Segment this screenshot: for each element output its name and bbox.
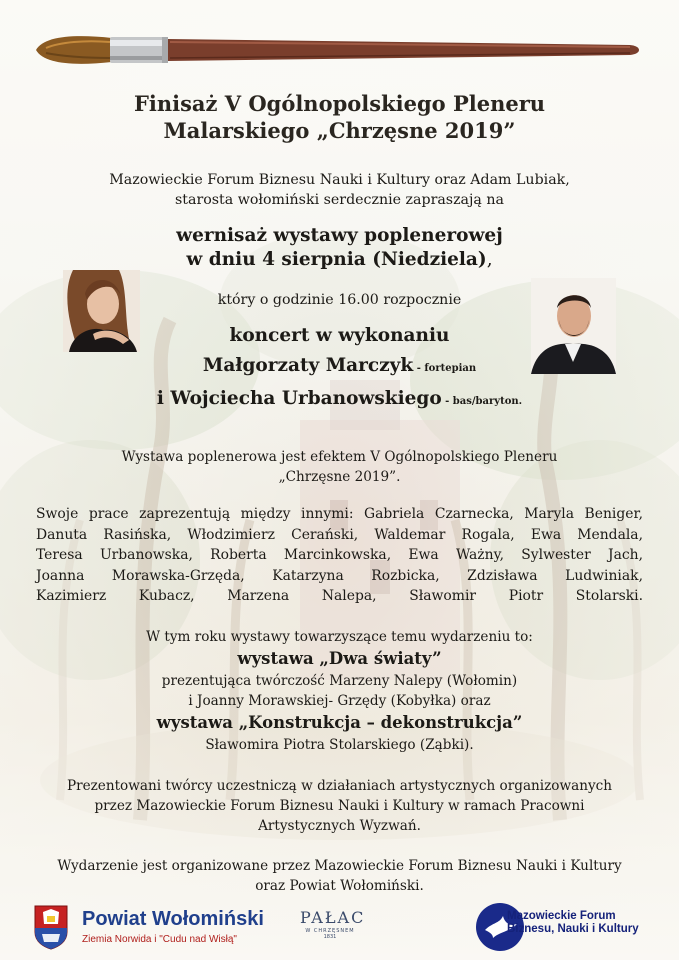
- artists-line-4: Joanna Morawska-Grzęda, Katarzyna Rozbicka, Zdzisława Ludwiniak,: [36, 567, 643, 584]
- organizer-line-1: Wydarzenie jest organizowane przez Mazowieckie Forum Biznesu Nauki i Kultury: [57, 858, 622, 874]
- artists-line-5: Kazimierz Kubacz, Marzena Nalepa, Sławomir Piotr Stolarski.: [36, 588, 643, 604]
- exhibit-1-desc-1: prezentująca twórczość Marzeny Nalepy (Wołomin): [161, 673, 518, 689]
- palac-chrzesne-logo: [300, 908, 366, 948]
- organizer-text: [0, 856, 679, 896]
- powiat-name: Powiat Wołomiński: [82, 908, 264, 930]
- exhibit-2-desc: Sławomira Piotra Stolarskiego (Ząbki).: [205, 737, 474, 753]
- participation-line-1: Prezentowani twórcy uczestniczą w działaniach artystycznych organizowanych: [66, 778, 613, 794]
- performer-1-role: - fortepian: [413, 363, 477, 374]
- intro-text: [0, 170, 679, 210]
- paintbrush-illustration: [30, 28, 650, 72]
- artists-line-3: Teresa Urbanowska, Roberta Marcinkowska, Ewa Ważny, Sylwester Jach,: [36, 547, 643, 563]
- event-title: [0, 90, 679, 144]
- vernissage-line-1: wernisaż wystawy poplenerowej: [176, 225, 503, 246]
- palac-year: 1831: [323, 934, 337, 940]
- participation-line-3: Artystycznych Wyzwań.: [258, 818, 421, 834]
- artists-list: [36, 504, 643, 607]
- exhibit-2-title: wystawa „Konstrukcja – dekonstrukcja”: [156, 713, 523, 732]
- vernissage-heading: [0, 224, 679, 272]
- performer-2-line: [0, 384, 679, 417]
- exhibition-note-line-2: „Chrzęsne 2019”.: [278, 469, 401, 485]
- accompanying-exhibitions: [0, 627, 679, 755]
- intro-line-1: Mazowieckie Forum Biznesu Nauki i Kultury oraz Adam Lubiak,: [109, 172, 570, 188]
- concert-intro: który o godzinie 16.00 rozpocznie: [217, 292, 462, 308]
- title-line-2: Malarskiego „Chrzęsne 2019”: [163, 118, 516, 143]
- artists-line-1: Swoje prace zaprezentują między innymi: Gabriela Czarnecka, Maryla Beniger,: [36, 506, 643, 522]
- concert-block: [0, 321, 679, 417]
- organizer-line-2: oraz Powiat Wołomiński.: [255, 878, 424, 894]
- performer-1-line: [0, 351, 679, 384]
- exhibit-1-desc-2: i Joanny Morawskiej- Grzędy (Kobyłka) oraz: [188, 693, 491, 709]
- vernissage-line-2: [0, 248, 679, 272]
- vernissage-date: w dniu 4 sierpnia (Niedziela): [186, 249, 487, 270]
- artists-line-2: Danuta Rasińska, Włodzimierz Cerański, Waldemar Rogala, Ewa Mendala,: [36, 526, 643, 543]
- concert-heading: koncert w wykonaniu: [229, 325, 450, 346]
- powiat-wolominski-logo: [34, 902, 294, 954]
- exhibit-1-title: wystawa „Dwa światy”: [237, 649, 442, 668]
- title-line-1: Finisaż V Ogólnopolskiego Pleneru: [133, 91, 546, 116]
- performer-2-role: - bas/baryton.: [441, 396, 523, 407]
- powiat-tagline: Ziemia Norwida i "Cudu nad Wisłą": [82, 934, 237, 945]
- participation-line-2: przez Mazowieckie Forum Biznesu Nauki i Kultury w ramach Pracowni: [94, 798, 585, 814]
- palac-subtitle: W CHRZĘSNEM: [305, 928, 355, 934]
- mfb-name: [507, 910, 639, 936]
- mazowieckie-forum-logo: [475, 900, 639, 956]
- mfb-name-line-1: Mazowieckie Forum: [507, 910, 616, 922]
- palac-name: PAŁAC: [300, 908, 366, 927]
- performer-2-name: i Wojciecha Urbanowskiego: [156, 388, 442, 409]
- vernissage-comma: ,: [486, 249, 493, 270]
- performer-1-name: Małgorzaty Marczyk: [202, 355, 414, 376]
- participation-text: [0, 776, 679, 836]
- powiat-crest-icon: [34, 904, 68, 950]
- intro-line-2: starosta wołomiński serdecznie zapraszają na: [175, 192, 504, 208]
- accompanying-intro: W tym roku wystawy towarzyszące temu wydarzeniu to:: [146, 629, 533, 645]
- exhibition-note: [0, 447, 679, 487]
- mfb-name-line-2: Biznesu, Nauki i Kultury: [507, 923, 639, 935]
- exhibition-note-line-1: Wystawa poplenerowa jest efektem V Ogólnopolskiego Pleneru: [121, 449, 558, 465]
